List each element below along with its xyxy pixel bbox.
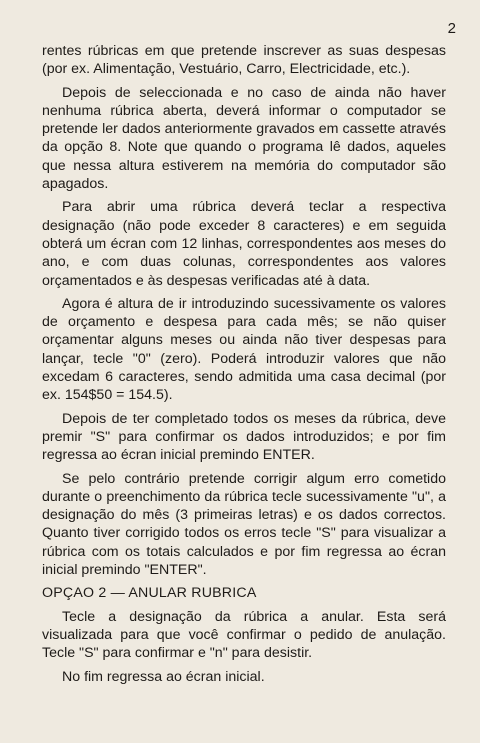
- section-paragraph-1: Tecle a designação da rúbrica a anular. Esta será visualizada para que você confirmar o pedido de anulação. Tecle "S" para confirmar e "n" para desistir.: [42, 608, 446, 662]
- document-body: [42, 42, 446, 691]
- paragraph-2: Depois de seleccionada e no caso de ainda não haver nenhuma rúbrica aberta, deverá informar o computador se pretende ler dados anteriormente gravados em cassette através da opção 8. Note que quando o programa lê dados, aqueles que nessa altura estiverem na memória do computador são apagados.: [42, 84, 446, 193]
- section-paragraph-2: No fim regressa ao écran inicial.: [62, 668, 265, 685]
- paragraph-5: Depois de ter completado todos os meses da rúbrica, deve premir "S" para confirmar os dados introduzidos; e por fim regressa ao écran inicial premindo ENTER.: [42, 410, 446, 464]
- paragraph-1: rentes rúbricas em que pretende inscrever as suas despesas (por ex. Alimentação, Vestuário, Carro, Electricidade, etc.).: [42, 43, 446, 78]
- section-heading: OPÇAO 2 — ANULAR RUBRICA: [42, 585, 257, 602]
- paragraph-6: Se pelo contrário pretende corrigir algum erro cometido durante o preenchimento da rúbrica tecle sucessivamente "u", a designação do mês (3 primeiras letras) e os dados correctos. Quanto tiver corrigido todos os erros tecle "S" para visualizar a rúbrica com os totais calculados e por fim regressa ao écran inicial premindo "ENTER".: [42, 470, 446, 579]
- paragraph-3: Para abrir uma rúbrica deverá teclar a respectiva designação (não pode exceder 8 caracteres) e em seguida obterá um écran com 12 linhas, correspondentes aos meses do ano, e com duas colunas, correspondentes aos valores orçamentados e às despesas verificadas até à data.: [42, 199, 446, 289]
- paragraph-4: Agora é altura de ir introduzindo sucessivamente os valores de orçamento e despesa para cada mês; se não quiser orçamentar alguns meses ou ainda não tiver despesas para lançar, tecle "0" (zero). Poderá introduzir valores que não excedam 6 caracteres, sendo admitida uma casa decimal (por ex. 154$50 = 154.5).: [42, 295, 446, 404]
- page-number: 2: [447, 20, 456, 37]
